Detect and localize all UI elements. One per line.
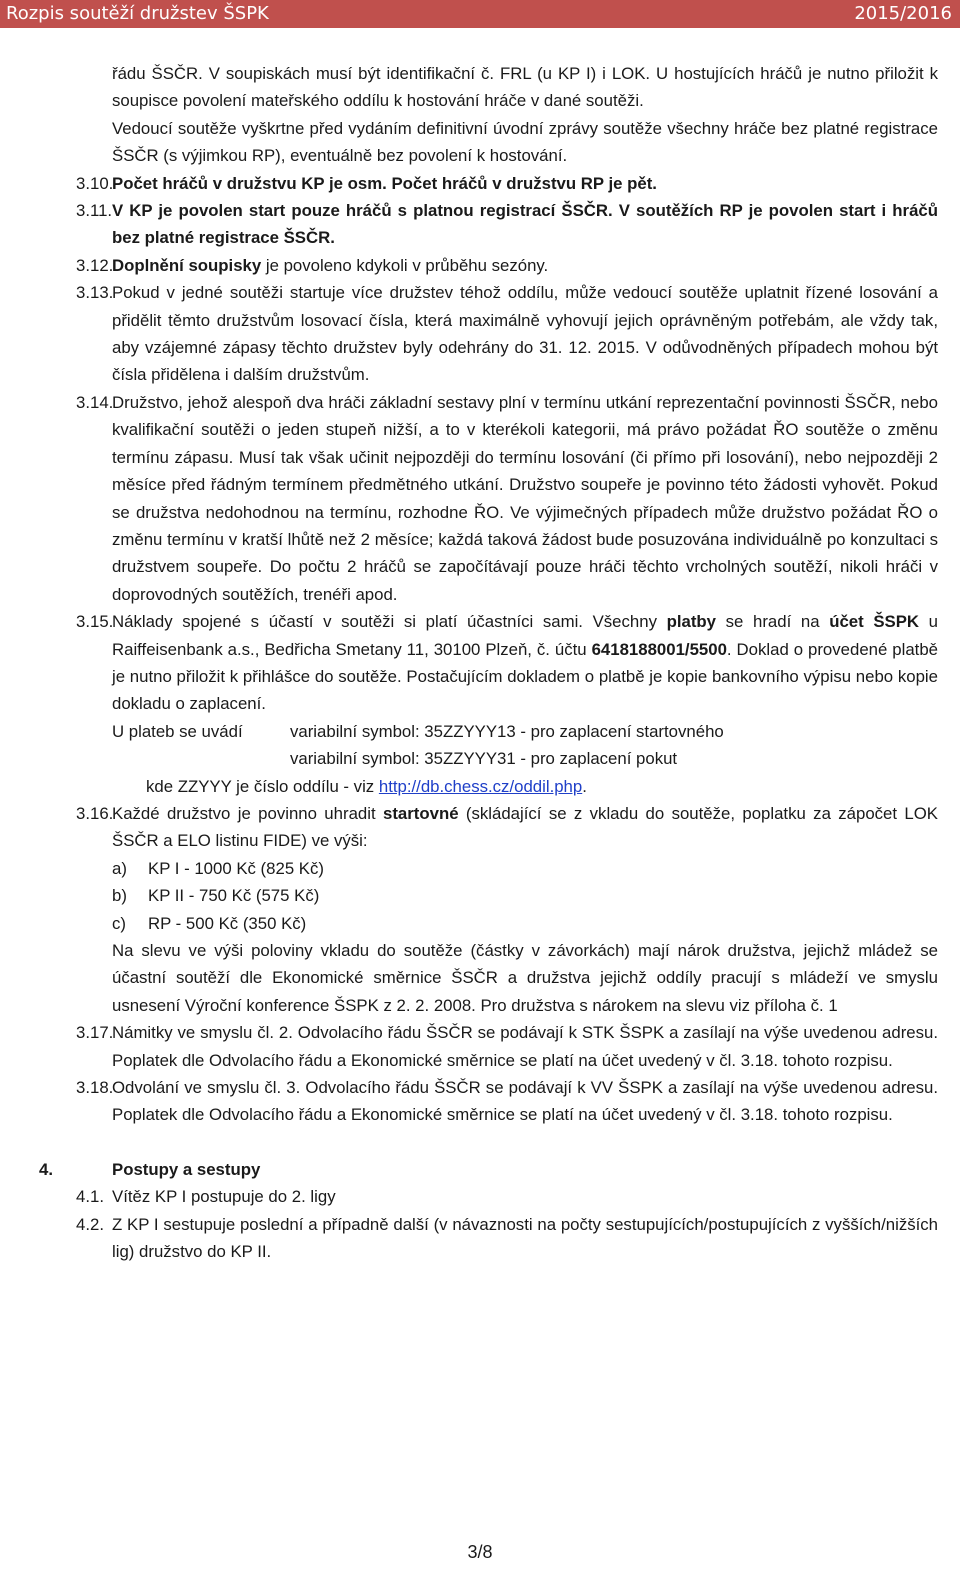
clause-text: je povoleno kdykoli v průběhu sezóny. (261, 255, 549, 275)
account-holder: účet ŠSPK (829, 612, 920, 632)
clause-text: Námitky ve smyslu čl. 2. Odvolacího řádu ŠSČR se podávají k STK ŠSPK a zasílají na výše uvedenou adresu. Poplatek dle Odvolacího řádu a Ekonomické směrnice se platí na účet uvedený v čl. 3.18. tohoto rozpisu. (112, 1023, 938, 1070)
clause-4-1 (76, 1183, 938, 1210)
payment-symbol-row-1 (112, 718, 938, 745)
clause-4-2 (76, 1211, 938, 1266)
clause-number: 3.10. (76, 173, 114, 193)
payment-label: U plateb se uvádí (112, 721, 243, 741)
clause-text: Každé družstvo je povinno uhradit (112, 803, 383, 823)
account-number: 6418188001/5500 (591, 639, 727, 659)
page-number: 3/8 (467, 1542, 493, 1562)
clause-3-11 (76, 197, 938, 252)
fee-letter: a) (112, 858, 127, 878)
clause-3-10 (76, 170, 938, 197)
clause-3-15 (76, 608, 938, 718)
clause-number: 4.1. (76, 1187, 104, 1207)
fee-text: KP II - 750 Kč (575 Kč) (148, 886, 320, 906)
clause-number: 4.2. (76, 1214, 104, 1234)
clause-text: . Doklad o provedené platbě je nutno přiložit k přihlášce do soutěže. Postačujícím dokladem o platbě je kopie bankovního výpisu nebo kopie dokladu o zaplacení. (112, 639, 938, 714)
clause-3-13 (76, 279, 938, 389)
clause-3-18 (76, 1074, 938, 1129)
section-4-heading (39, 1156, 938, 1183)
intro-paragraph-2: Vedoucí soutěže vyškrtne před vydáním definitivní úvodní zprávy soutěže všechny hráče bez platné registrace ŠSČR (s výjimkou RP), eventuálně bez povolení k hostování. (112, 118, 938, 166)
clause-text-bold: Počet hráčů v družstvu KP je osm. (112, 173, 387, 193)
clause-text: (skládající se z vkladu do soutěže, poplatku za zápočet LOK ŠSČR a ELO listinu FIDE) ve výši: (112, 803, 938, 851)
fee-item-c (76, 910, 938, 937)
club-database-link[interactable]: http://db.chess.cz/oddil.php (378, 776, 583, 796)
fee-item-a (76, 855, 938, 882)
clause-text: u Raiffeisenbank a.s., Bedřicha Smetany 11, 30100 Plzeň, č. účtu (112, 612, 938, 659)
clause-number: 3.17. (76, 1023, 114, 1043)
clause-3-16 (76, 800, 938, 855)
clause-text-bold: V soutěžích RP je povolen start i hráčů bez platné registrace ŠSČR. (112, 201, 938, 248)
club-number-end: . (582, 776, 587, 796)
clause-number: 3.16. (76, 803, 114, 823)
payment-symbol-entry-fee: variabilní symbol: 35ZZYYY13 - pro zaplacení startovného (290, 721, 724, 741)
fee-letter: b) (112, 886, 127, 906)
payment-symbol-fines: variabilní symbol: 35ZZYYY31 - pro zaplacení pokut (290, 749, 678, 769)
intro-paragraph-1: řádu ŠSČR. V soupiskách musí být identifikační č. FRL (u KP I) i LOK. U hostujících hráčů je nutno přiložit k soupisce povolení mateřského oddílu k hostování hráče v dané soutěži. (112, 64, 938, 111)
section-title: Postupy a sestupy (112, 1159, 261, 1179)
clause-text-bold: Doplnění soupisky (112, 255, 262, 275)
clause-text: Vítěz KP I postupuje do 2. ligy (112, 1187, 336, 1207)
section-number: 4. (39, 1159, 53, 1179)
clause-text-bold: Počet hráčů v družstvu RP je pět. (391, 173, 657, 193)
clause-text: Odvolání ve smyslu čl. 3. Odvolacího řádu ŠSČR se podávají k VV ŠSPK a zasílají na výše uvedenou adresu. Poplatek dle Odvolacího řádu a Ekonomické směrnice se platí na účet uvedený v čl. 3.18. tohoto rozpisu. (112, 1078, 938, 1125)
fee-text: RP - 500 Kč (350 Kč) (148, 913, 307, 933)
season-year: 2015/2016 (854, 3, 952, 24)
payment-symbol-row-2 (112, 745, 938, 772)
clause-text: Z KP I sestupuje poslední a případně další (v návaznosti na počty sestupujících/postupujících z vyšších/nižších lig) družstvo do KP II. (112, 1214, 938, 1262)
clause-text: Družstvo, jehož alespoň dva hráči základní sestavy plní v termínu utkání reprezentační povinnosti ŠSČR, nebo kvalifikační soutěži o jeden stupeň nižší, a to v kterékoli kategorii, má právo požádat ŘO soutěže o změnu termínu zápasu. Musí tak však učinit nejpozději do termínu losování (či přímo při losování), nebo nejpozději 2 měsíce před řádným termínem předmětného utkání. Družstvo soupeře je povinno této žádosti vyhovět. Pokud se družstva nedohodnou na termínu, rozhodne ŘO. Ve výjimečných případech může družstvo požádat ŘO o změnu termínu v kratší lhůtě než 2 měsíce; každá taková žádost bude posuzována individuálně po konzultaci s družstvem soupeře. Do počtu 2 hráčů se započítávají pouze hráči těchto vrcholných soutěží, nikoli hráči v doprovodných soutěžích, trenéři apod. (112, 392, 938, 604)
clause-text-bold: platby (666, 612, 717, 632)
clause-number: 3.14. (76, 392, 114, 412)
clause-text-bold: V KP je povolen start pouze hráčů s platnou registrací ŠSČR. (112, 201, 613, 221)
clause-3-17 (76, 1019, 938, 1074)
clause-number: 3.13. (76, 283, 114, 303)
document-title: Rozpis soutěží družstev ŠSPK (6, 3, 269, 24)
page-header (0, 0, 960, 28)
clause-text-bold: startovné (383, 803, 459, 823)
fee-letter: c) (112, 913, 126, 933)
fee-item-b (76, 882, 938, 909)
clause-3-12 (76, 252, 938, 279)
club-number-note (146, 773, 938, 800)
clause-3-14 (76, 389, 938, 608)
clause-text: Náklady spojené s účastí v soutěži si platí účastníci sami. Všechny (112, 612, 667, 632)
clause-number: 3.18. (76, 1078, 114, 1097)
clause-text: Pokud v jedné soutěži startuje více družstev téhož oddílu, může vedoucí soutěže uplatnit řízené losování a přidělit těmto družstvům losovací čísla, která maximálně vyhovují jejich oprávněným potřebám, ale vždy tak, aby vzájemné zápasy těchto družstev byly odehrány do 31. 12. 2015. V odůvodněných případech mohou být čísla přidělena i dalším družstvům. (112, 283, 938, 385)
club-number-text: kde ZZYYY je číslo oddílu - viz (146, 776, 379, 796)
clause-number: 3.11. (76, 201, 113, 221)
document-body (39, 60, 938, 1265)
clause-text: se hradí na (716, 612, 830, 632)
clause-number: 3.12. (76, 255, 114, 275)
fee-text: KP I - 1000 Kč (825 Kč) (148, 858, 324, 878)
clause-number: 3.15. (76, 612, 114, 632)
discount-note: Na slevu ve výši poloviny vkladu do soutěže (částky v závorkách) mají nárok družstva, jejichž mládež se účastní soutěží dle Ekonomické směrnice ŠSČR a družstva jejichž oddíly pracují s mládeží ve smyslu usnesení Výroční konference ŠSPK z 2. 2. 2008. Pro družstva s nárokem na slevu viz příloha č. 1 (112, 940, 938, 1015)
